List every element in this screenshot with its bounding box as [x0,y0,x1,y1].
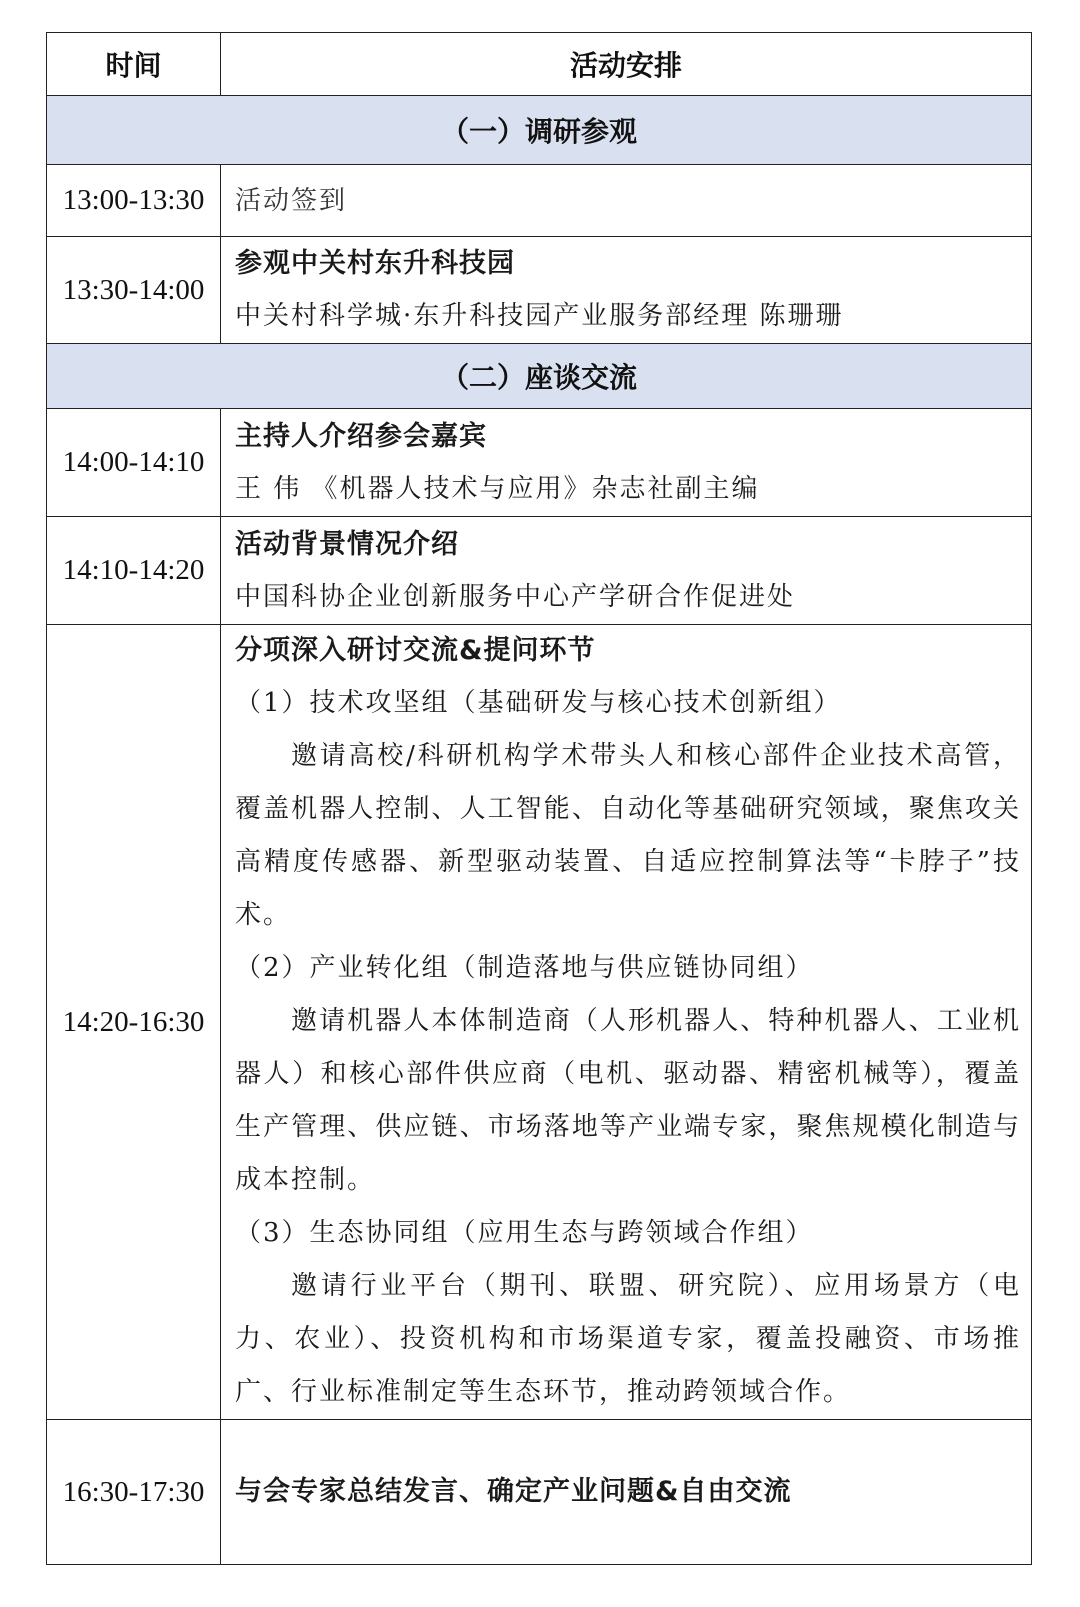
section-row [47,96,1032,165]
header-activity: 活动安排 [221,33,1032,96]
activity-cell [221,165,1032,237]
activity-title: 参观中关村东升科技园 [235,248,515,279]
activity-line: 中国科协企业创新服务中心产学研合作促进处 [235,581,796,612]
table-row [47,165,1032,237]
section-title: （一）调研参观 [47,96,1032,165]
time-cell: 13:00-13:30 [47,165,221,237]
group-title: （2）产业转化组（制造落地与供应链协同组） [235,953,814,983]
schedule-page [46,32,1032,1565]
header-time: 时间 [47,33,221,96]
activity-cell [221,625,1032,1420]
group-title: （1）技术攻坚组（基础研发与核心技术创新组） [235,688,842,718]
group-description: 邀请行业平台（期刊、联盟、研究院）、应用场景方（电力、农业）、投资机构和市场渠道专家，覆盖投融资、市场推广、行业标准制定等生态环节，推动跨领域合作。 [235,1271,1021,1407]
activity-title: 与会专家总结发言、确定产业问题&自由交流 [235,1476,792,1507]
table-row [47,625,1032,1420]
activity-title: 主持人介绍参会嘉宾 [235,420,487,452]
schedule-table [46,32,1032,1565]
activity-line: 王 伟 《机器人技术与应用》杂志社副主编 [235,473,760,504]
table-row [47,237,1032,344]
activity-cell [221,409,1032,517]
activity-cell [221,517,1032,625]
section-title: （二）座谈交流 [47,344,1032,409]
group-description: 邀请机器人本体制造商（人形机器人、特种机器人、工业机器人）和核心部件供应商（电机、驱动器、精密机械等），覆盖生产管理、供应链、市场落地等产业端专家，聚焦规模化制造与成本控制。 [235,1006,1021,1195]
activity-line: 活动签到 [235,185,348,216]
activity-title: 分项深入研讨交流&提问环节 [235,635,596,666]
table-row [47,409,1032,517]
activity-cell [221,1420,1032,1565]
table-header-row [47,33,1032,96]
time-cell: 14:10-14:20 [47,517,221,625]
group-title: （3）生态协同组（应用生态与跨领域合作组） [235,1218,814,1248]
section-row [47,344,1032,409]
activity-cell [221,237,1032,344]
time-cell: 14:20-16:30 [47,625,221,1420]
group-description: 邀请高校/科研机构学术带头人和核心部件企业技术高管，覆盖机器人控制、人工智能、自动化等基础研究领域，聚焦攻关高精度传感器、新型驱动装置、自适应控制算法等“卡脖子”技术。 [235,741,1021,930]
table-row [47,517,1032,625]
table-row [47,1420,1032,1565]
time-cell: 13:30-14:00 [47,237,221,344]
activity-title: 活动背景情况介绍 [235,528,459,560]
activity-line: 中关村科学城·东升科技园产业服务部经理 陈珊珊 [235,301,844,331]
time-cell: 16:30-17:30 [47,1420,221,1565]
time-cell: 14:00-14:10 [47,409,221,517]
